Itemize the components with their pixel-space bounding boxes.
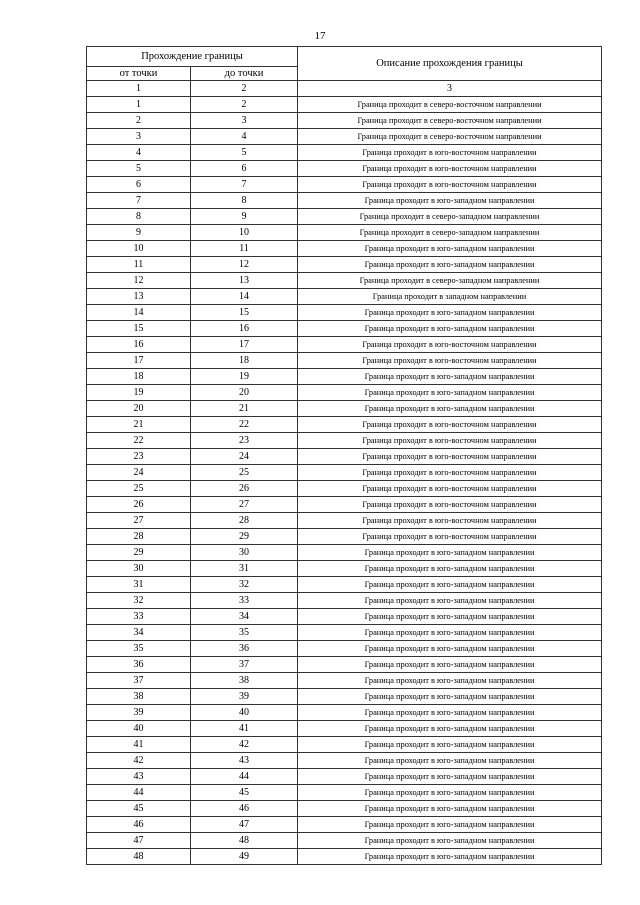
to-point-cell: 28: [191, 513, 298, 529]
to-point-cell: 35: [191, 625, 298, 641]
to-point-cell: 7: [191, 177, 298, 193]
from-point-cell: 6: [87, 177, 191, 193]
from-point-cell: 24: [87, 465, 191, 481]
to-point-cell: 37: [191, 657, 298, 673]
from-point-cell: 2: [87, 113, 191, 129]
from-point-cell: 5: [87, 161, 191, 177]
to-point-cell: 23: [191, 433, 298, 449]
boundary-table: [86, 46, 602, 865]
table-row: [87, 817, 602, 833]
description-cell: Граница проходит в северо-восточном направлении: [298, 113, 602, 129]
table-body: [87, 97, 602, 865]
to-point-cell: 40: [191, 705, 298, 721]
table-row: [87, 769, 602, 785]
from-point-cell: 29: [87, 545, 191, 561]
header-description: Описание прохождения границы: [298, 47, 602, 81]
to-point-cell: 19: [191, 369, 298, 385]
table-row: [87, 737, 602, 753]
from-point-cell: 42: [87, 753, 191, 769]
from-point-cell: 16: [87, 337, 191, 353]
header-row-group: [87, 47, 602, 67]
description-cell: Граница проходит в юго-восточном направлении: [298, 353, 602, 369]
from-point-cell: 10: [87, 241, 191, 257]
table-row: [87, 449, 602, 465]
to-point-cell: 39: [191, 689, 298, 705]
from-point-cell: 31: [87, 577, 191, 593]
table-header: [87, 47, 602, 97]
to-point-cell: 6: [191, 161, 298, 177]
from-point-cell: 26: [87, 497, 191, 513]
from-point-cell: 4: [87, 145, 191, 161]
to-point-cell: 31: [191, 561, 298, 577]
to-point-cell: 24: [191, 449, 298, 465]
description-cell: Граница проходит в юго-западном направлении: [298, 321, 602, 337]
from-point-cell: 13: [87, 289, 191, 305]
table-row: [87, 241, 602, 257]
to-point-cell: 25: [191, 465, 298, 481]
from-point-cell: 48: [87, 849, 191, 865]
column-number-2: 2: [191, 81, 298, 97]
header-boundary-passage: Прохождение границы: [87, 47, 298, 67]
table-row: [87, 353, 602, 369]
from-point-cell: 3: [87, 129, 191, 145]
table-row: [87, 593, 602, 609]
header-from-point: от точки: [87, 67, 191, 81]
description-cell: Граница проходит в юго-западном направлении: [298, 657, 602, 673]
description-cell: Граница проходит в юго-восточном направлении: [298, 417, 602, 433]
table-row: [87, 273, 602, 289]
description-cell: Граница проходит в юго-западном направлении: [298, 801, 602, 817]
to-point-cell: 2: [191, 97, 298, 113]
description-cell: Граница проходит в северо-восточном направлении: [298, 129, 602, 145]
table-row: [87, 753, 602, 769]
to-point-cell: 34: [191, 609, 298, 625]
to-point-cell: 16: [191, 321, 298, 337]
column-number-3: 3: [298, 81, 602, 97]
description-cell: Граница проходит в юго-восточном направлении: [298, 433, 602, 449]
to-point-cell: 47: [191, 817, 298, 833]
description-cell: Граница проходит в северо-восточном направлении: [298, 97, 602, 113]
from-point-cell: 7: [87, 193, 191, 209]
from-point-cell: 46: [87, 817, 191, 833]
table-row: [87, 785, 602, 801]
to-point-cell: 5: [191, 145, 298, 161]
description-cell: Граница проходит в юго-восточном направлении: [298, 161, 602, 177]
description-cell: Граница проходит в юго-восточном направлении: [298, 337, 602, 353]
column-number-1: 1: [87, 81, 191, 97]
description-cell: Граница проходит в юго-западном направлении: [298, 401, 602, 417]
description-cell: Граница проходит в юго-западном направлении: [298, 737, 602, 753]
table-row: [87, 113, 602, 129]
table-row: [87, 497, 602, 513]
description-cell: Граница проходит в северо-западном направлении: [298, 225, 602, 241]
table-row: [87, 625, 602, 641]
description-cell: Граница проходит в юго-восточном направлении: [298, 449, 602, 465]
table-row: [87, 225, 602, 241]
description-cell: Граница проходит в северо-западном направлении: [298, 209, 602, 225]
table-row: [87, 705, 602, 721]
from-point-cell: 44: [87, 785, 191, 801]
from-point-cell: 41: [87, 737, 191, 753]
from-point-cell: 21: [87, 417, 191, 433]
from-point-cell: 23: [87, 449, 191, 465]
from-point-cell: 22: [87, 433, 191, 449]
table-row: [87, 833, 602, 849]
to-point-cell: 15: [191, 305, 298, 321]
from-point-cell: 39: [87, 705, 191, 721]
description-cell: Граница проходит в юго-западном направлении: [298, 385, 602, 401]
description-cell: Граница проходит в юго-восточном направлении: [298, 145, 602, 161]
table-row: [87, 561, 602, 577]
description-cell: Граница проходит в юго-западном направлении: [298, 705, 602, 721]
table-row: [87, 145, 602, 161]
from-point-cell: 15: [87, 321, 191, 337]
to-point-cell: 17: [191, 337, 298, 353]
from-point-cell: 35: [87, 641, 191, 657]
table-row: [87, 161, 602, 177]
description-cell: Граница проходит в юго-западном направлении: [298, 625, 602, 641]
description-cell: Граница проходит в юго-западном направлении: [298, 769, 602, 785]
header-to-point: до точки: [191, 67, 298, 81]
to-point-cell: 13: [191, 273, 298, 289]
to-point-cell: 18: [191, 353, 298, 369]
to-point-cell: 29: [191, 529, 298, 545]
table-row: [87, 721, 602, 737]
from-point-cell: 8: [87, 209, 191, 225]
table-row: [87, 849, 602, 865]
to-point-cell: 22: [191, 417, 298, 433]
description-cell: Граница проходит в юго-восточном направлении: [298, 513, 602, 529]
from-point-cell: 33: [87, 609, 191, 625]
to-point-cell: 30: [191, 545, 298, 561]
to-point-cell: 32: [191, 577, 298, 593]
description-cell: Граница проходит в юго-западном направлении: [298, 257, 602, 273]
from-point-cell: 20: [87, 401, 191, 417]
table-row: [87, 433, 602, 449]
description-cell: Граница проходит в юго-восточном направлении: [298, 465, 602, 481]
table-row: [87, 305, 602, 321]
to-point-cell: 44: [191, 769, 298, 785]
to-point-cell: 14: [191, 289, 298, 305]
to-point-cell: 9: [191, 209, 298, 225]
from-point-cell: 1: [87, 97, 191, 113]
description-cell: Граница проходит в юго-восточном направлении: [298, 481, 602, 497]
from-point-cell: 25: [87, 481, 191, 497]
from-point-cell: 32: [87, 593, 191, 609]
description-cell: Граница проходит в юго-западном направлении: [298, 721, 602, 737]
column-number-row: [87, 81, 602, 97]
description-cell: Граница проходит в юго-западном направлении: [298, 609, 602, 625]
description-cell: Граница проходит в западном направлении: [298, 289, 602, 305]
description-cell: Граница проходит в юго-восточном направлении: [298, 497, 602, 513]
from-point-cell: 14: [87, 305, 191, 321]
from-point-cell: 45: [87, 801, 191, 817]
table-row: [87, 673, 602, 689]
table-row: [87, 529, 602, 545]
description-cell: Граница проходит в юго-восточном направлении: [298, 177, 602, 193]
page-number: 17: [314, 30, 326, 42]
table-row: [87, 641, 602, 657]
table-row: [87, 577, 602, 593]
description-cell: Граница проходит в юго-западном направлении: [298, 577, 602, 593]
table-row: [87, 801, 602, 817]
description-cell: Граница проходит в юго-западном направлении: [298, 593, 602, 609]
from-point-cell: 30: [87, 561, 191, 577]
table-row: [87, 481, 602, 497]
table-row: [87, 129, 602, 145]
description-cell: Граница проходит в юго-западном направлении: [298, 369, 602, 385]
table-row: [87, 401, 602, 417]
from-point-cell: 34: [87, 625, 191, 641]
from-point-cell: 12: [87, 273, 191, 289]
from-point-cell: 11: [87, 257, 191, 273]
from-point-cell: 47: [87, 833, 191, 849]
to-point-cell: 20: [191, 385, 298, 401]
description-cell: Граница проходит в юго-западном направлении: [298, 193, 602, 209]
description-cell: Граница проходит в юго-западном направлении: [298, 833, 602, 849]
from-point-cell: 40: [87, 721, 191, 737]
description-cell: Граница проходит в юго-западном направлении: [298, 817, 602, 833]
to-point-cell: 10: [191, 225, 298, 241]
table-row: [87, 97, 602, 113]
table-row: [87, 193, 602, 209]
from-point-cell: 37: [87, 673, 191, 689]
from-point-cell: 17: [87, 353, 191, 369]
description-cell: Граница проходит в юго-западном направлении: [298, 673, 602, 689]
table-row: [87, 385, 602, 401]
description-cell: Граница проходит в юго-западном направлении: [298, 641, 602, 657]
table-row: [87, 545, 602, 561]
from-point-cell: 18: [87, 369, 191, 385]
to-point-cell: 27: [191, 497, 298, 513]
description-cell: Граница проходит в юго-западном направлении: [298, 849, 602, 865]
to-point-cell: 12: [191, 257, 298, 273]
to-point-cell: 11: [191, 241, 298, 257]
table-row: [87, 689, 602, 705]
to-point-cell: 33: [191, 593, 298, 609]
to-point-cell: 42: [191, 737, 298, 753]
description-cell: Граница проходит в юго-западном направлении: [298, 785, 602, 801]
description-cell: Граница проходит в юго-западном направлении: [298, 689, 602, 705]
from-point-cell: 19: [87, 385, 191, 401]
to-point-cell: 49: [191, 849, 298, 865]
from-point-cell: 43: [87, 769, 191, 785]
description-cell: Граница проходит в юго-западном направлении: [298, 305, 602, 321]
to-point-cell: 43: [191, 753, 298, 769]
from-point-cell: 9: [87, 225, 191, 241]
table-row: [87, 369, 602, 385]
table-row: [87, 257, 602, 273]
from-point-cell: 27: [87, 513, 191, 529]
to-point-cell: 38: [191, 673, 298, 689]
table-row: [87, 417, 602, 433]
to-point-cell: 36: [191, 641, 298, 657]
to-point-cell: 26: [191, 481, 298, 497]
to-point-cell: 41: [191, 721, 298, 737]
table-row: [87, 657, 602, 673]
table-row: [87, 177, 602, 193]
table-row: [87, 513, 602, 529]
to-point-cell: 4: [191, 129, 298, 145]
description-cell: Граница проходит в юго-восточном направлении: [298, 529, 602, 545]
to-point-cell: 8: [191, 193, 298, 209]
description-cell: Граница проходит в юго-западном направлении: [298, 561, 602, 577]
description-cell: Граница проходит в юго-западном направлении: [298, 241, 602, 257]
table-row: [87, 337, 602, 353]
description-cell: Граница проходит в северо-западном направлении: [298, 273, 602, 289]
table-row: [87, 465, 602, 481]
to-point-cell: 21: [191, 401, 298, 417]
description-cell: Граница проходит в юго-западном направлении: [298, 753, 602, 769]
from-point-cell: 36: [87, 657, 191, 673]
table-row: [87, 321, 602, 337]
from-point-cell: 28: [87, 529, 191, 545]
to-point-cell: 3: [191, 113, 298, 129]
to-point-cell: 48: [191, 833, 298, 849]
table-row: [87, 209, 602, 225]
table-row: [87, 289, 602, 305]
table-row: [87, 609, 602, 625]
to-point-cell: 45: [191, 785, 298, 801]
to-point-cell: 46: [191, 801, 298, 817]
description-cell: Граница проходит в юго-западном направлении: [298, 545, 602, 561]
from-point-cell: 38: [87, 689, 191, 705]
